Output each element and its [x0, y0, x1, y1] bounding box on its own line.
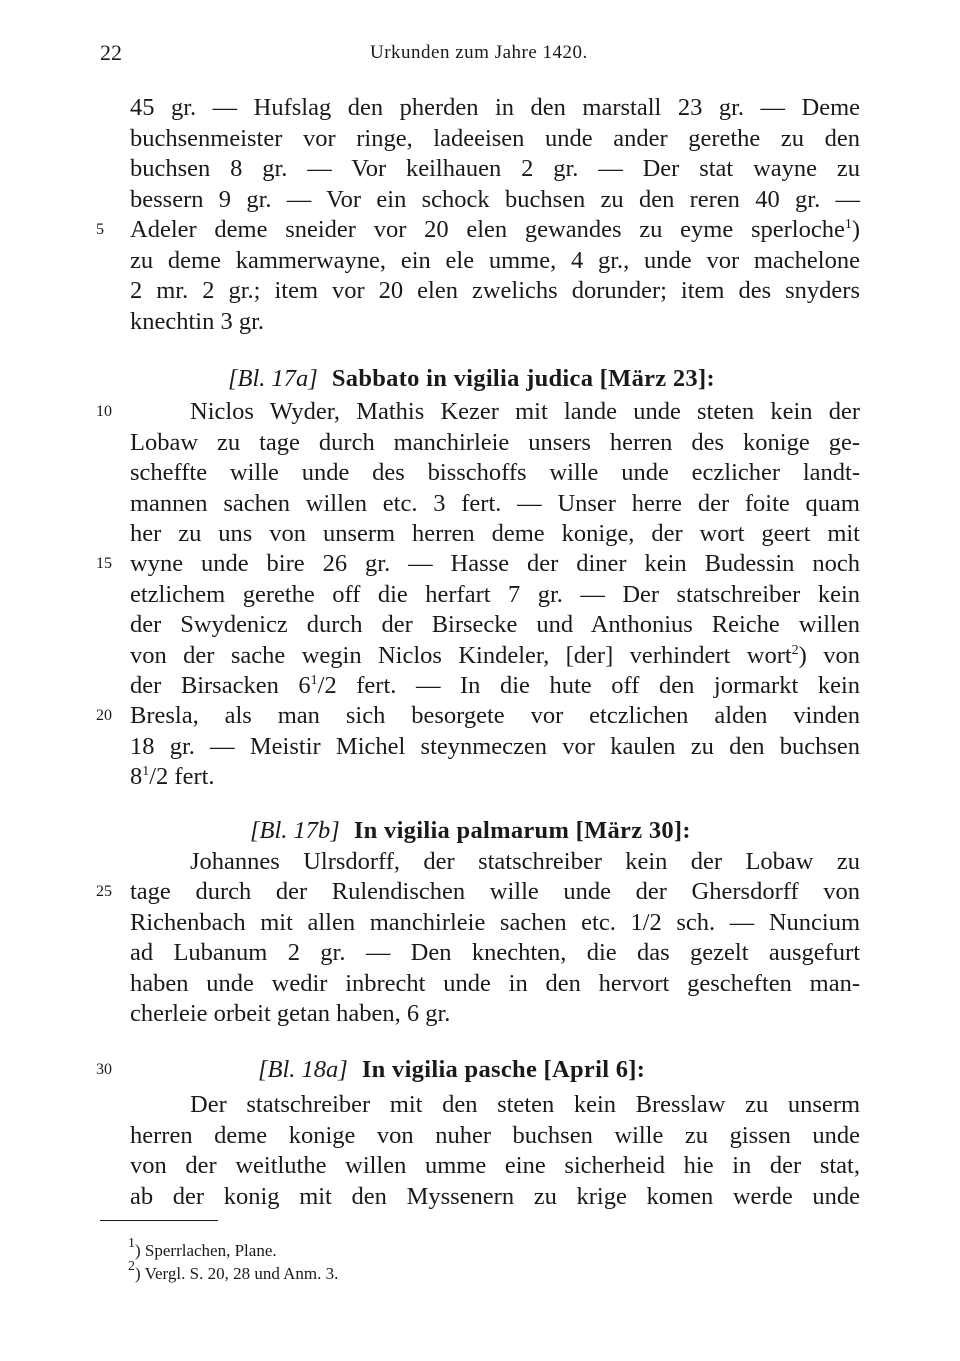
- section-title: In vigilia pasche [April 6]:: [361, 1056, 646, 1083]
- text-line: bessern 9 gr. — Vor ein schock buchsen zu den reren 40 gr. —: [130, 186, 860, 213]
- line-number-20: 20: [96, 707, 112, 724]
- line-number-10: 10: [96, 403, 112, 420]
- text-line: ab der konig mit den Myssenern zu krige komen werde unde: [130, 1183, 860, 1210]
- text-line: [130, 214, 860, 245]
- text-line: Der statschreiber mit den steten kein Bresslaw zu unserm: [190, 1091, 860, 1118]
- fraction-numerator: 1: [142, 764, 150, 779]
- text-line: wyne unde bire 26 gr. — Hasse der diner kein Budessin noch: [130, 550, 860, 577]
- section-heading: [228, 363, 715, 394]
- text-line: 18 gr. — Meistir Michel steynmeczen vor kaulen zu den buchsen: [130, 733, 860, 760]
- line-number-15: 15: [96, 555, 112, 572]
- text-line: Niclos Wyder, Mathis Kezer mit lande unde steten kein der: [190, 398, 860, 425]
- footnote-rule: [100, 1220, 218, 1221]
- text-line: [130, 670, 860, 701]
- section-heading: [258, 1054, 645, 1085]
- fraction-numerator: 1: [310, 673, 318, 688]
- footnote-marker: 2: [791, 643, 799, 658]
- text-line: Lobaw zu tage durch manchirleie unsers herren des konige ge-: [130, 429, 860, 456]
- text-line: 45 gr. — Hufslag den pherden in den marstall 23 gr. — Deme: [130, 94, 860, 121]
- folio-reference: [Bl. 17a]: [228, 365, 318, 392]
- text-fragment: der Birsacken 6: [130, 672, 311, 699]
- page-number: 22: [100, 40, 122, 65]
- line-number-5: 5: [96, 221, 104, 238]
- line-number-30: 30: [96, 1061, 112, 1078]
- text-line: Bresla, als man sich besorgete vor etczlichen alden vinden: [130, 702, 860, 729]
- section-title: Sabbato in vigilia judica [März 23]:: [331, 365, 715, 392]
- footnote-text: ) Sperrlachen, Plane.: [135, 1241, 277, 1260]
- folio-reference: [Bl. 18a]: [258, 1056, 348, 1083]
- text-line: zu deme kammerwayne, ein ele umme, 4 gr., unde vor machelone: [130, 247, 860, 274]
- text-line: scheffte wille unde des bisschoffs wille unde eczlicher landt-: [130, 459, 860, 486]
- text-line: [130, 640, 860, 671]
- text-line: cherleie orbeit getan haben, 6 gr.: [130, 1000, 451, 1027]
- text-line: etzlichem gerethe off die herfart 7 gr. — Der statschreiber kein: [130, 581, 860, 608]
- running-head: Urkunden zum Jahre 1420.: [370, 42, 588, 63]
- page-header: [0, 40, 960, 80]
- text-line: tage durch der Rulendischen wille unde der Ghersdorff von: [130, 878, 860, 905]
- text-line: 2 mr. 2 gr.; item vor 20 elen zwelichs dorunder; item des snyders: [130, 277, 860, 304]
- text-fragment: ): [851, 216, 860, 243]
- text-line: Richenbach mit allen manchirleie sachen etc. 1/2 sch. — Nuncium: [130, 909, 860, 936]
- text-line: Johannes Ulrsdorff, der statschreiber kein der Lobaw zu: [190, 848, 860, 875]
- text-fragment: /2 fert. — In die hute off den jormarkt kein: [317, 672, 860, 699]
- text-line: ad Lubanum 2 gr. — Den knechten, die das gezelt ausgefurt: [130, 939, 860, 966]
- section-heading: [250, 815, 691, 846]
- text-line: von der weitluthe willen umme eine sicherheid hie in der stat,: [130, 1152, 860, 1179]
- footnote-marker: 1: [128, 1236, 135, 1251]
- line-number-25: 25: [96, 883, 112, 900]
- footnote: [128, 1259, 339, 1285]
- text-fragment: von der sache wegin Niclos Kindeler, [der] verhindert wort: [130, 642, 792, 669]
- text-line: der Swydenicz durch der Birsecke und Anthonius Reiche willen: [130, 611, 860, 638]
- folio-reference: [Bl. 17b]: [250, 817, 340, 844]
- text-line: mannen sachen willen etc. 3 fert. — Unser herre der foite quam: [130, 490, 860, 517]
- text-fragment: /2 fert.: [149, 763, 215, 790]
- text-line: buchsenmeister vor ringe, ladeeisen unde ander gerethe zu den: [130, 125, 860, 152]
- text-fragment: ) von: [798, 642, 860, 669]
- footnote-text: ) Vergl. S. 20, 28 und Anm. 3.: [135, 1264, 339, 1283]
- text-line: buchsen 8 gr. — Vor keilhauen 2 gr. — Der stat wayne zu: [130, 155, 860, 182]
- footnote-marker: 2: [128, 1259, 135, 1274]
- text-line: [130, 761, 860, 792]
- section-title: In vigilia palmarum [März 30]:: [353, 817, 691, 844]
- text-line: knechtin 3 gr.: [130, 308, 265, 335]
- footnote-marker: 1: [844, 217, 852, 232]
- text-line: haben unde wedir inbrecht unde in den hervort gescheften man-: [130, 970, 860, 997]
- footnote: [128, 1236, 277, 1262]
- text-fragment: 8: [130, 763, 143, 790]
- text-line: herren deme konige von nuher buchsen wille zu gissen unde: [130, 1122, 860, 1149]
- text-fragment: Adeler deme sneider vor 20 elen gewandes zu eyme sperloche: [130, 216, 845, 243]
- text-line: her zu uns von unserm herren deme konige, der wort geert mit: [130, 520, 860, 547]
